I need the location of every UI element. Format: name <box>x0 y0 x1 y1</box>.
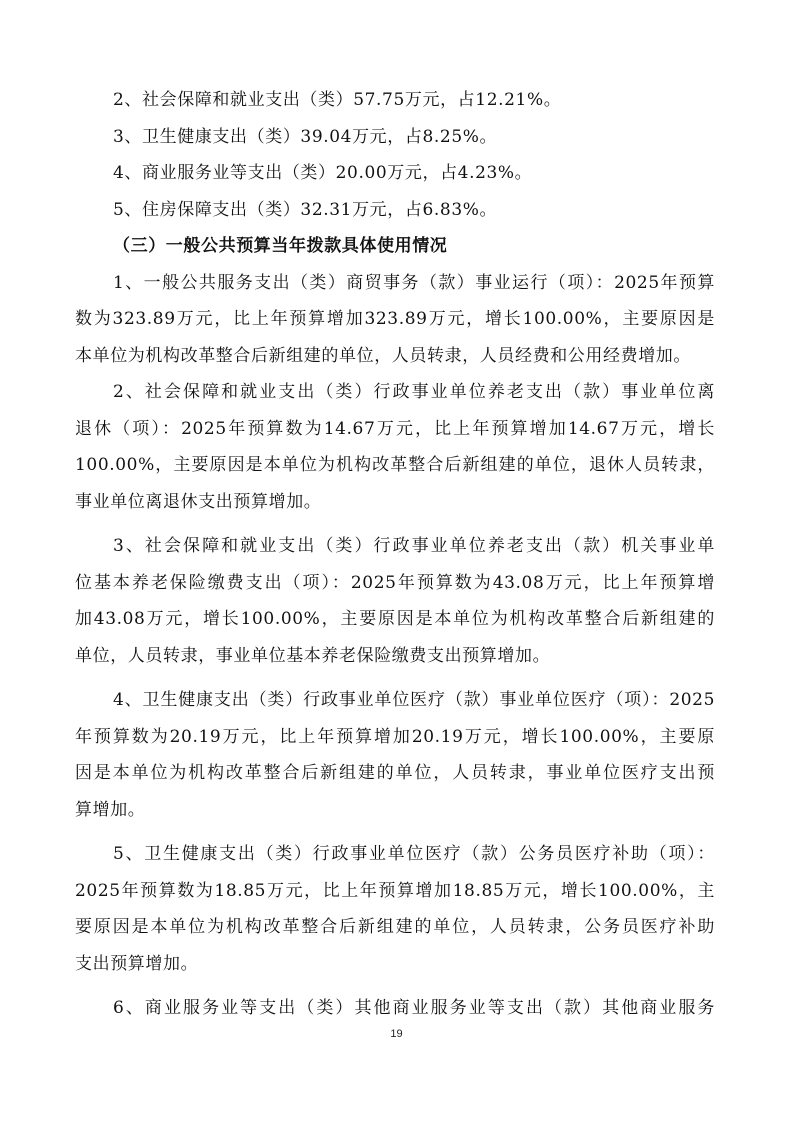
paragraph <box>75 836 715 982</box>
paragraph-spacer <box>75 520 715 528</box>
paragraph-spacer <box>75 982 715 990</box>
paragraph <box>75 374 715 520</box>
paragraph-line: 6、商业服务业等支出（类）其他商业服务业等支出（款）其他商业服务 <box>113 998 715 1018</box>
paragraph-line: 单位，人员转隶，事业单位基本养老保险缴费支出预算增加。 <box>75 645 551 666</box>
list-item: 5、住房保障支出（类）32.31万元，占6.83%。 <box>113 199 498 220</box>
paragraph-spacer <box>75 674 715 682</box>
list-item: 3、卫生健康支出（类）39.04万元，占8.25%。 <box>113 126 498 147</box>
paragraph-line: 5、卫生健康支出（类）行政事业单位医疗（款）公务员医疗补助（项）： <box>113 844 715 864</box>
paragraph <box>75 265 715 375</box>
section-heading: （三）一般公共预算当年拨款具体使用情况 <box>113 236 448 256</box>
list-item: 4、商业服务业等支出（类）20.00万元，占4.23%。 <box>113 163 533 183</box>
paragraph-line: 算增加。 <box>75 799 146 820</box>
document-body <box>75 82 715 1027</box>
paragraph-line: 支出预算增加。 <box>75 953 199 974</box>
paragraph-line: 加43.08万元，增长100.00%，主要原因是本单位为机构改革整合后新组建的 <box>75 609 715 629</box>
paragraph-line: 100.00%，主要原因是本单位为机构改革整合后新组建的单位，退休人员转隶， <box>75 455 715 475</box>
paragraph-line: 数为323.89万元，比上年预算增加323.89万元，增长100.00%，主要原因是 <box>75 309 715 329</box>
paragraph-line: 3、社会保障和就业支出（类）行政事业单位养老支出（款）机关事业单 <box>113 536 715 556</box>
paragraph <box>75 528 715 674</box>
paragraph-line: 要原因是本单位为机构改革整合后新组建的单位，人员转隶，公务员医疗补助 <box>75 917 715 937</box>
list-item: 2、社会保障和就业支出（类）57.75万元，占12.21%。 <box>113 90 562 110</box>
paragraph-line: 退休（项）：2025年预算数为14.67万元，比上年预算增加14.67万元，增长 <box>75 418 715 439</box>
paragraph <box>75 682 715 828</box>
paragraph-line: 本单位为机构改革整合后新组建的单位，人员转隶，人员经费和公用经费增加。 <box>75 345 691 366</box>
paragraph-spacer <box>75 828 715 836</box>
paragraph-line: 4、卫生健康支出（类）行政事业单位医疗（款）事业单位医疗（项）：2025 <box>113 690 715 710</box>
paragraph-line: 因是本单位为机构改革整合后新组建的单位，人员转隶，事业单位医疗支出预 <box>75 763 715 783</box>
paragraph-line: 1、一般公共服务支出（类）商贸事务（款）事业运行（项）：2025年预算 <box>113 272 715 293</box>
page-number: 19 <box>390 1028 403 1040</box>
paragraph <box>75 990 715 1027</box>
paragraph-line: 2、社会保障和就业支出（类）行政事业单位养老支出（款）事业单位离 <box>113 382 715 402</box>
paragraph-line: 2025年预算数为18.85万元，比上年预算增加18.85万元，增长100.00%，主 <box>75 880 715 901</box>
paragraph-line: 事业单位离退休支出预算增加。 <box>75 491 322 512</box>
paragraph-line: 位基本养老保险缴费支出（项）：2025年预算数为43.08万元，比上年预算增 <box>75 572 715 593</box>
paragraph-line: 年预算数为20.19万元，比上年预算增加20.19万元，增长100.00%，主要原 <box>75 726 715 747</box>
